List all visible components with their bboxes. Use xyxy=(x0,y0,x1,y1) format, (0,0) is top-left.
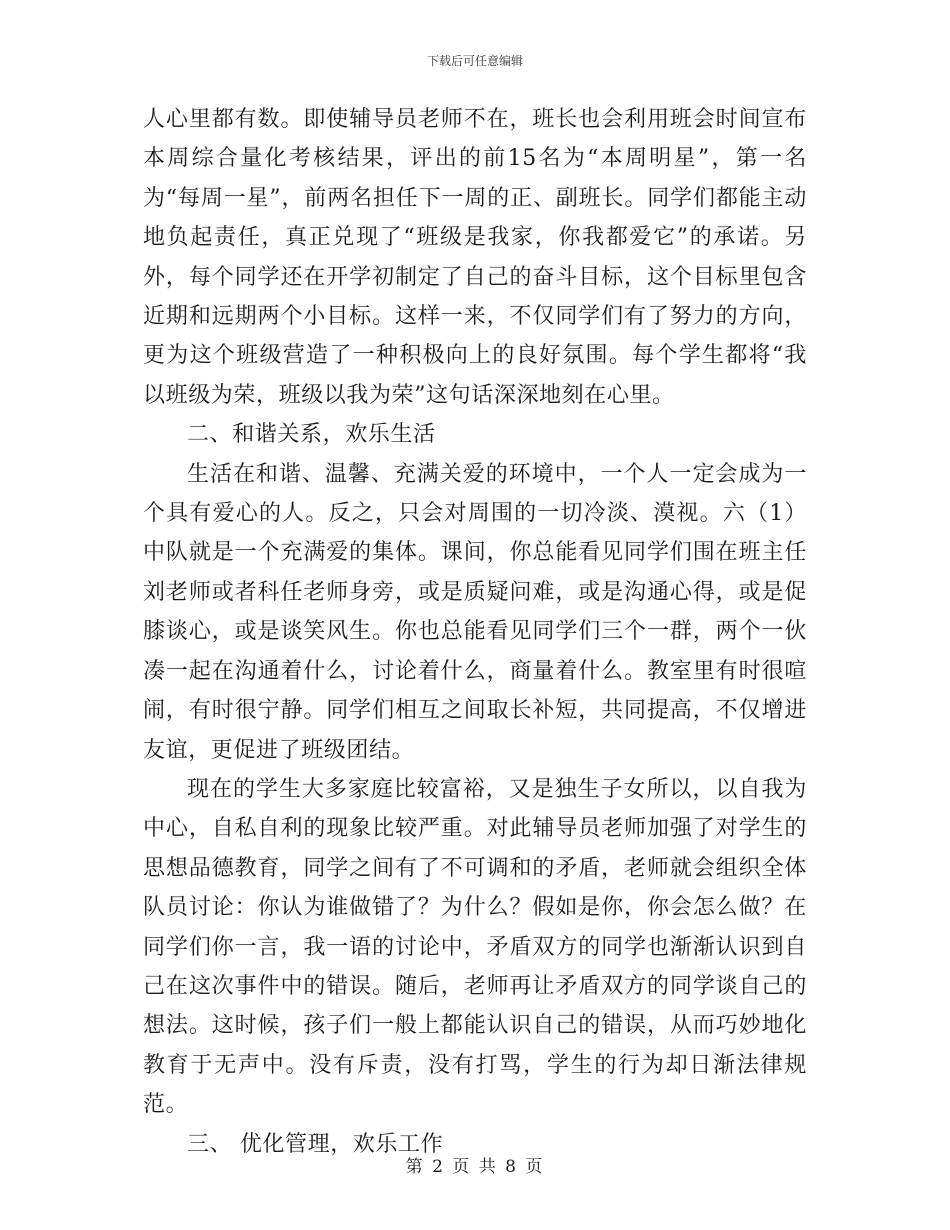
page-header: 下载后可任意编辑 xyxy=(426,54,523,68)
paragraph-education: 现在的学生大多家庭比较富裕，又是独生子女所以，以自我为中心，自私自利的现象比较严重。对此辅导员老师加强了对学生的思想品德教育，同学之间有了不可调和的矛盾，老师就会组织全体队员讨论：你认为谁做错了？为什么？假如是你，你会怎么做？在同学们你一言，我一语的讨论中，矛盾双方的同学也渐渐认识到自己在这次事件中的错误。随后，老师再让矛盾双方的同学谈自己的想法。这时候，孩子们一般上都能认识自己的错误，从而巧妙地化教育于无声中。没有斥责，没有打骂，学生的行为却日渐法律规范。 xyxy=(143,776,807,1118)
document-body xyxy=(143,100,807,1164)
page-footer: 第 2 页 共 8 页 xyxy=(405,1157,545,1177)
paragraph-continued: 人心里都有数。即使辅导员老师不在，班长也会利用班会时间宣布本周综合量化考核结果，评出的前15名为“本周明星”，第一名为“每周一星”，前两名担任下一周的正、副班长。同学们都能主动地负起责任，真正兑现了“班级是我家，你我都爱它”的承诺。另外，每个同学还在开学初制定了自己的奋斗目标，这个目标里包含近期和远期两个小目标。这样一来，不仅同学们有了努力的方向，更为这个班级营造了一种积极向上的良好氛围。每个学生都将“我以班级为荣，班级以我为荣”这句话深深地刻在心里。 xyxy=(143,107,807,408)
section-heading-3: 三、 优化管理，欢乐工作 xyxy=(187,1131,444,1157)
section-heading-2: 二、和谐关系，欢乐生活 xyxy=(187,422,436,448)
paragraph-harmony: 生活在和谐、温馨、充满关爱的环境中，一个人一定会成为一个具有爱心的人。反之，只会对周围的一切冷淡、漠视。六（1）中队就是一个充满爱的集体。课间，你总能看见同学们围在班主任刘老师或者科任老师身旁，或是质疑问难，或是沟通心得，或是促膝谈心，或是谈笑风生。你也总能看见同学们三个一群，两个一伙凑一起在沟通着什么，讨论着什么，商量着什么。教室里有时很喧闹，有时很宁静。同学们相互之间取长补短，共同提高，不仅增进友谊，更促进了班级团结。 xyxy=(143,461,807,763)
